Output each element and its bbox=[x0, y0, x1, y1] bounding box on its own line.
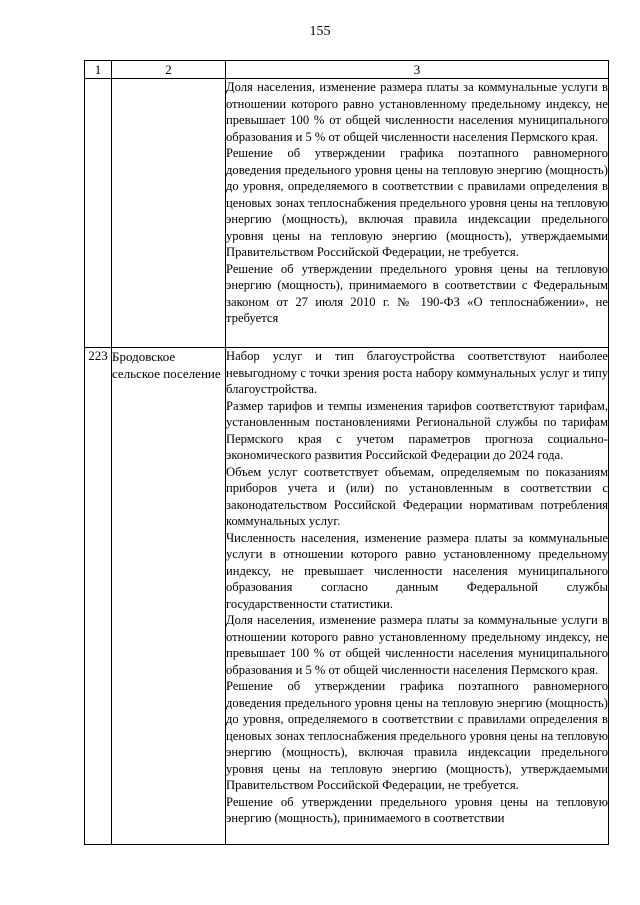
row-number-cell bbox=[85, 79, 112, 348]
row-number-cell: 223 bbox=[85, 348, 112, 845]
conditions-cell bbox=[226, 79, 609, 348]
table-row-223 bbox=[85, 348, 609, 845]
table-row-continuation bbox=[85, 79, 609, 348]
column-header-1: 1 bbox=[85, 61, 112, 79]
paragraph: Набор услуг и тип благоустройства соответствуют наиболее невыгодному с точки зрения роста набору коммунальных услуг и типу благоустройства. bbox=[226, 349, 608, 396]
column-header-3: 3 bbox=[226, 61, 609, 79]
paragraph: Решение об утверждении графика поэтапного равномерного доведения предельного уровня цены на тепловую энергию (мощность) до уровня, определяемого в соответствии с правилами определения в ценовых зонах теплоснабжения предельного уровня цены на тепловую энергию (мощность), включая правила индексации предельного уровня цены на тепловую энергию (мощность), утверждаемыми Правительством Российской Федерации, не требуется. bbox=[226, 679, 608, 792]
paragraph: Доля населения, изменение размера платы за коммунальные услуги в отношении которого равно установленному предельному индексу, не превышает 100 % от общей численности населения муниципального образования и 5 % от общей численности населения Пермского края. bbox=[226, 80, 608, 144]
settlement-name-cell bbox=[112, 79, 226, 348]
paragraph: Размер тарифов и темпы изменения тарифов соответствуют тарифам, установленным постановлениями Региональной службы по тарифам Пермского края с учетом параметров прогноза социально-экономического развития Российской Федерации до 2024 года. bbox=[226, 398, 608, 462]
paragraph: Объем услуг соответствует объемам, определяемым по показаниям приборов учета и (или) по установленным в соответствии с законодательством Российской Федерации нормативам потребления коммунальных услуг. bbox=[226, 464, 608, 528]
table-header-row bbox=[85, 61, 609, 79]
data-table bbox=[84, 60, 609, 845]
paragraph: Решение об утверждении графика поэтапного равномерного доведения предельного уровня цены на тепловую энергию (мощность) до уровня, определяемого в соответствии с правилами определения в ценовых зонах теплоснабжения предельного уровня цены на тепловую энергию (мощность), включая правила индексации предельного уровня цены на тепловую энергию (мощность), утверждаемыми Правительством Российской Федерации, не требуется. bbox=[226, 146, 608, 259]
paragraph: Численность населения, изменение размера платы за коммунальные услуги в отношении которого равно установленному предельному индексу, не превышает численности населения муниципального образования согласно данным Федеральной службы государственности статистики. bbox=[226, 530, 608, 611]
paragraph: Доля населения, изменение размера платы за коммунальные услуги в отношении которого равно установленному предельному индексу, не превышает 100 % от общей численности населения муниципального образования и 5 % от общей численности населения Пермского края. bbox=[226, 613, 608, 677]
paragraph: Решение об утверждении предельного уровня цены на тепловую энергию (мощность), принимаемого в соответствии bbox=[226, 794, 608, 825]
conditions-cell bbox=[226, 348, 609, 845]
page-number: 155 bbox=[309, 24, 331, 39]
settlement-name-cell: Бродовское сельское поселение bbox=[112, 348, 226, 845]
column-header-2: 2 bbox=[112, 61, 226, 79]
paragraph: Решение об утверждении предельного уровня цены на тепловую энергию (мощность), принимаемого в соответствии с Федеральным законом от 27 июля 2010 г. № 190-ФЗ «О теплоснабжении», не требуется bbox=[226, 261, 608, 325]
